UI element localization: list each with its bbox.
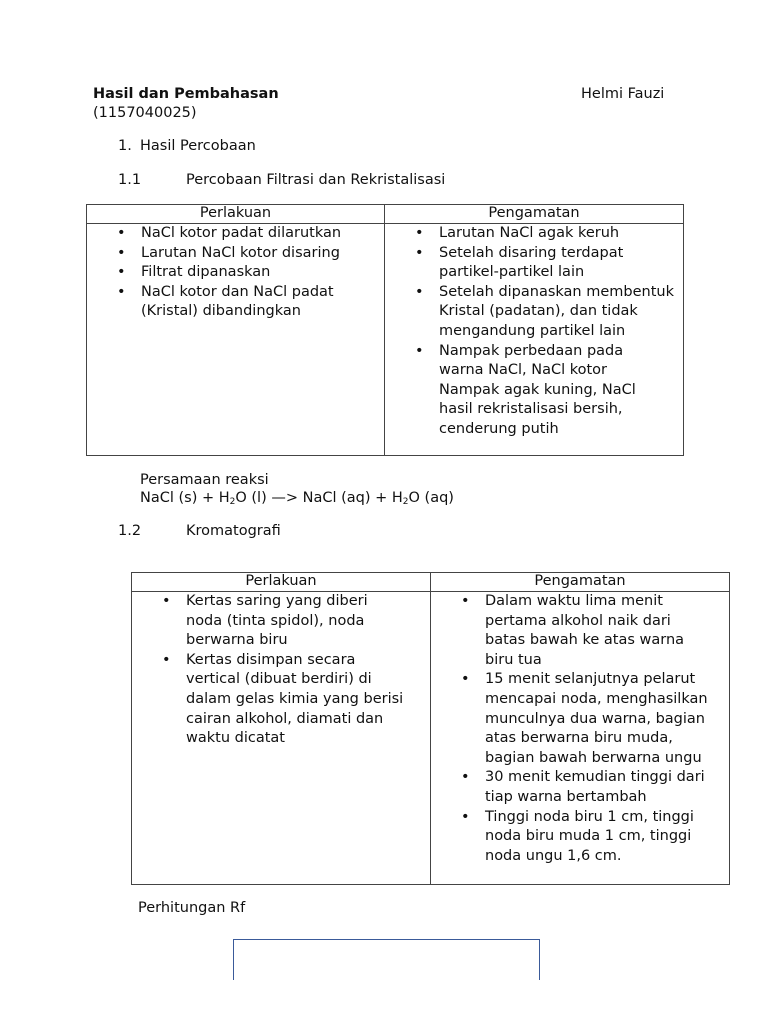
list-item: • 30 menit kemudian tinggi dari tiap warna bertambah bbox=[485, 768, 721, 807]
subsection-title: Percobaan Filtrasi dan Rekristalisasi bbox=[186, 172, 446, 188]
list-item: • Kertas saring yang diberi noda (tinta spidol), noda berwarna biru bbox=[186, 592, 386, 651]
reaction-equation: NaCl $(s) + H_2O$ (l) —> NaCl $(aq) + H_2O$ (aq) bbox=[140, 490, 454, 507]
subsection-number: 1.2 bbox=[118, 523, 142, 539]
reaction-label: Persamaan reaksi bbox=[140, 472, 269, 488]
student-id: (1157040025) bbox=[93, 105, 197, 121]
list-item: • Larutan NaCl kotor disaring bbox=[141, 244, 384, 264]
subsection-number: 1.1 bbox=[118, 172, 142, 188]
chromatography-table bbox=[131, 572, 730, 885]
list-item: • Tinggi noda biru 1 cm, tinggi noda biru muda 1 cm, tinggi noda ungu 1,6 cm. bbox=[485, 808, 709, 867]
rf-label: Perhitungan Rf bbox=[138, 900, 246, 916]
perlakuan-cell bbox=[132, 592, 431, 885]
list-item: • NaCl kotor dan NaCl padat (Kristal) dibandingkan bbox=[141, 283, 351, 322]
list-item: • Nampak perbedaan pada warna NaCl, NaCl kotor Nampak agak kuning, NaCl hasil rekristalisasi bersih, cenderung putih bbox=[439, 342, 651, 440]
subsection-title: Kromatografi bbox=[186, 523, 281, 539]
section-number: 1. bbox=[118, 138, 132, 154]
list-item: • NaCl kotor padat dilarutkan bbox=[141, 224, 384, 244]
list-item: • Dalam waktu lima menit pertama alkohol naik dari batas bawah ke atas warna biru tua bbox=[485, 592, 711, 670]
section-heading: Hasil dan Pembahasan bbox=[93, 86, 279, 102]
pengamatan-cell bbox=[431, 592, 730, 885]
list-item: • Larutan NaCl agak keruh bbox=[439, 224, 683, 244]
list-item: • 15 menit selanjutnya pelarut mencapai noda, menghasilkan munculnya dua warna, bagian atas berwarna biru muda, bagian bawah berwarna ungu bbox=[485, 670, 717, 768]
filtration-table bbox=[86, 204, 684, 456]
author-name: Helmi Fauzi bbox=[581, 86, 665, 102]
perlakuan-cell bbox=[87, 224, 385, 456]
list-item: • Filtrat dipanaskan bbox=[141, 263, 384, 283]
section-title: Hasil Percobaan bbox=[140, 138, 256, 154]
pengamatan-cell bbox=[385, 224, 684, 456]
list-item: • Setelah disaring terdapat partikel-partikel lain bbox=[439, 244, 639, 283]
column-header: Perlakuan bbox=[132, 573, 431, 592]
column-header: Pengamatan bbox=[431, 573, 730, 592]
list-item: • Kertas disimpan secara vertical (dibuat berdiri) di dalam gelas kimia yang berisi cairan alkohol, diamati dan waktu dicatat bbox=[186, 651, 408, 749]
list-item: • Setelah dipanaskan membentuk Kristal (padatan), dan tidak mengandung partikel lain bbox=[439, 283, 677, 342]
column-header: Pengamatan bbox=[385, 205, 684, 224]
column-header: Perlakuan bbox=[87, 205, 385, 224]
rf-calculation-box bbox=[233, 939, 540, 980]
